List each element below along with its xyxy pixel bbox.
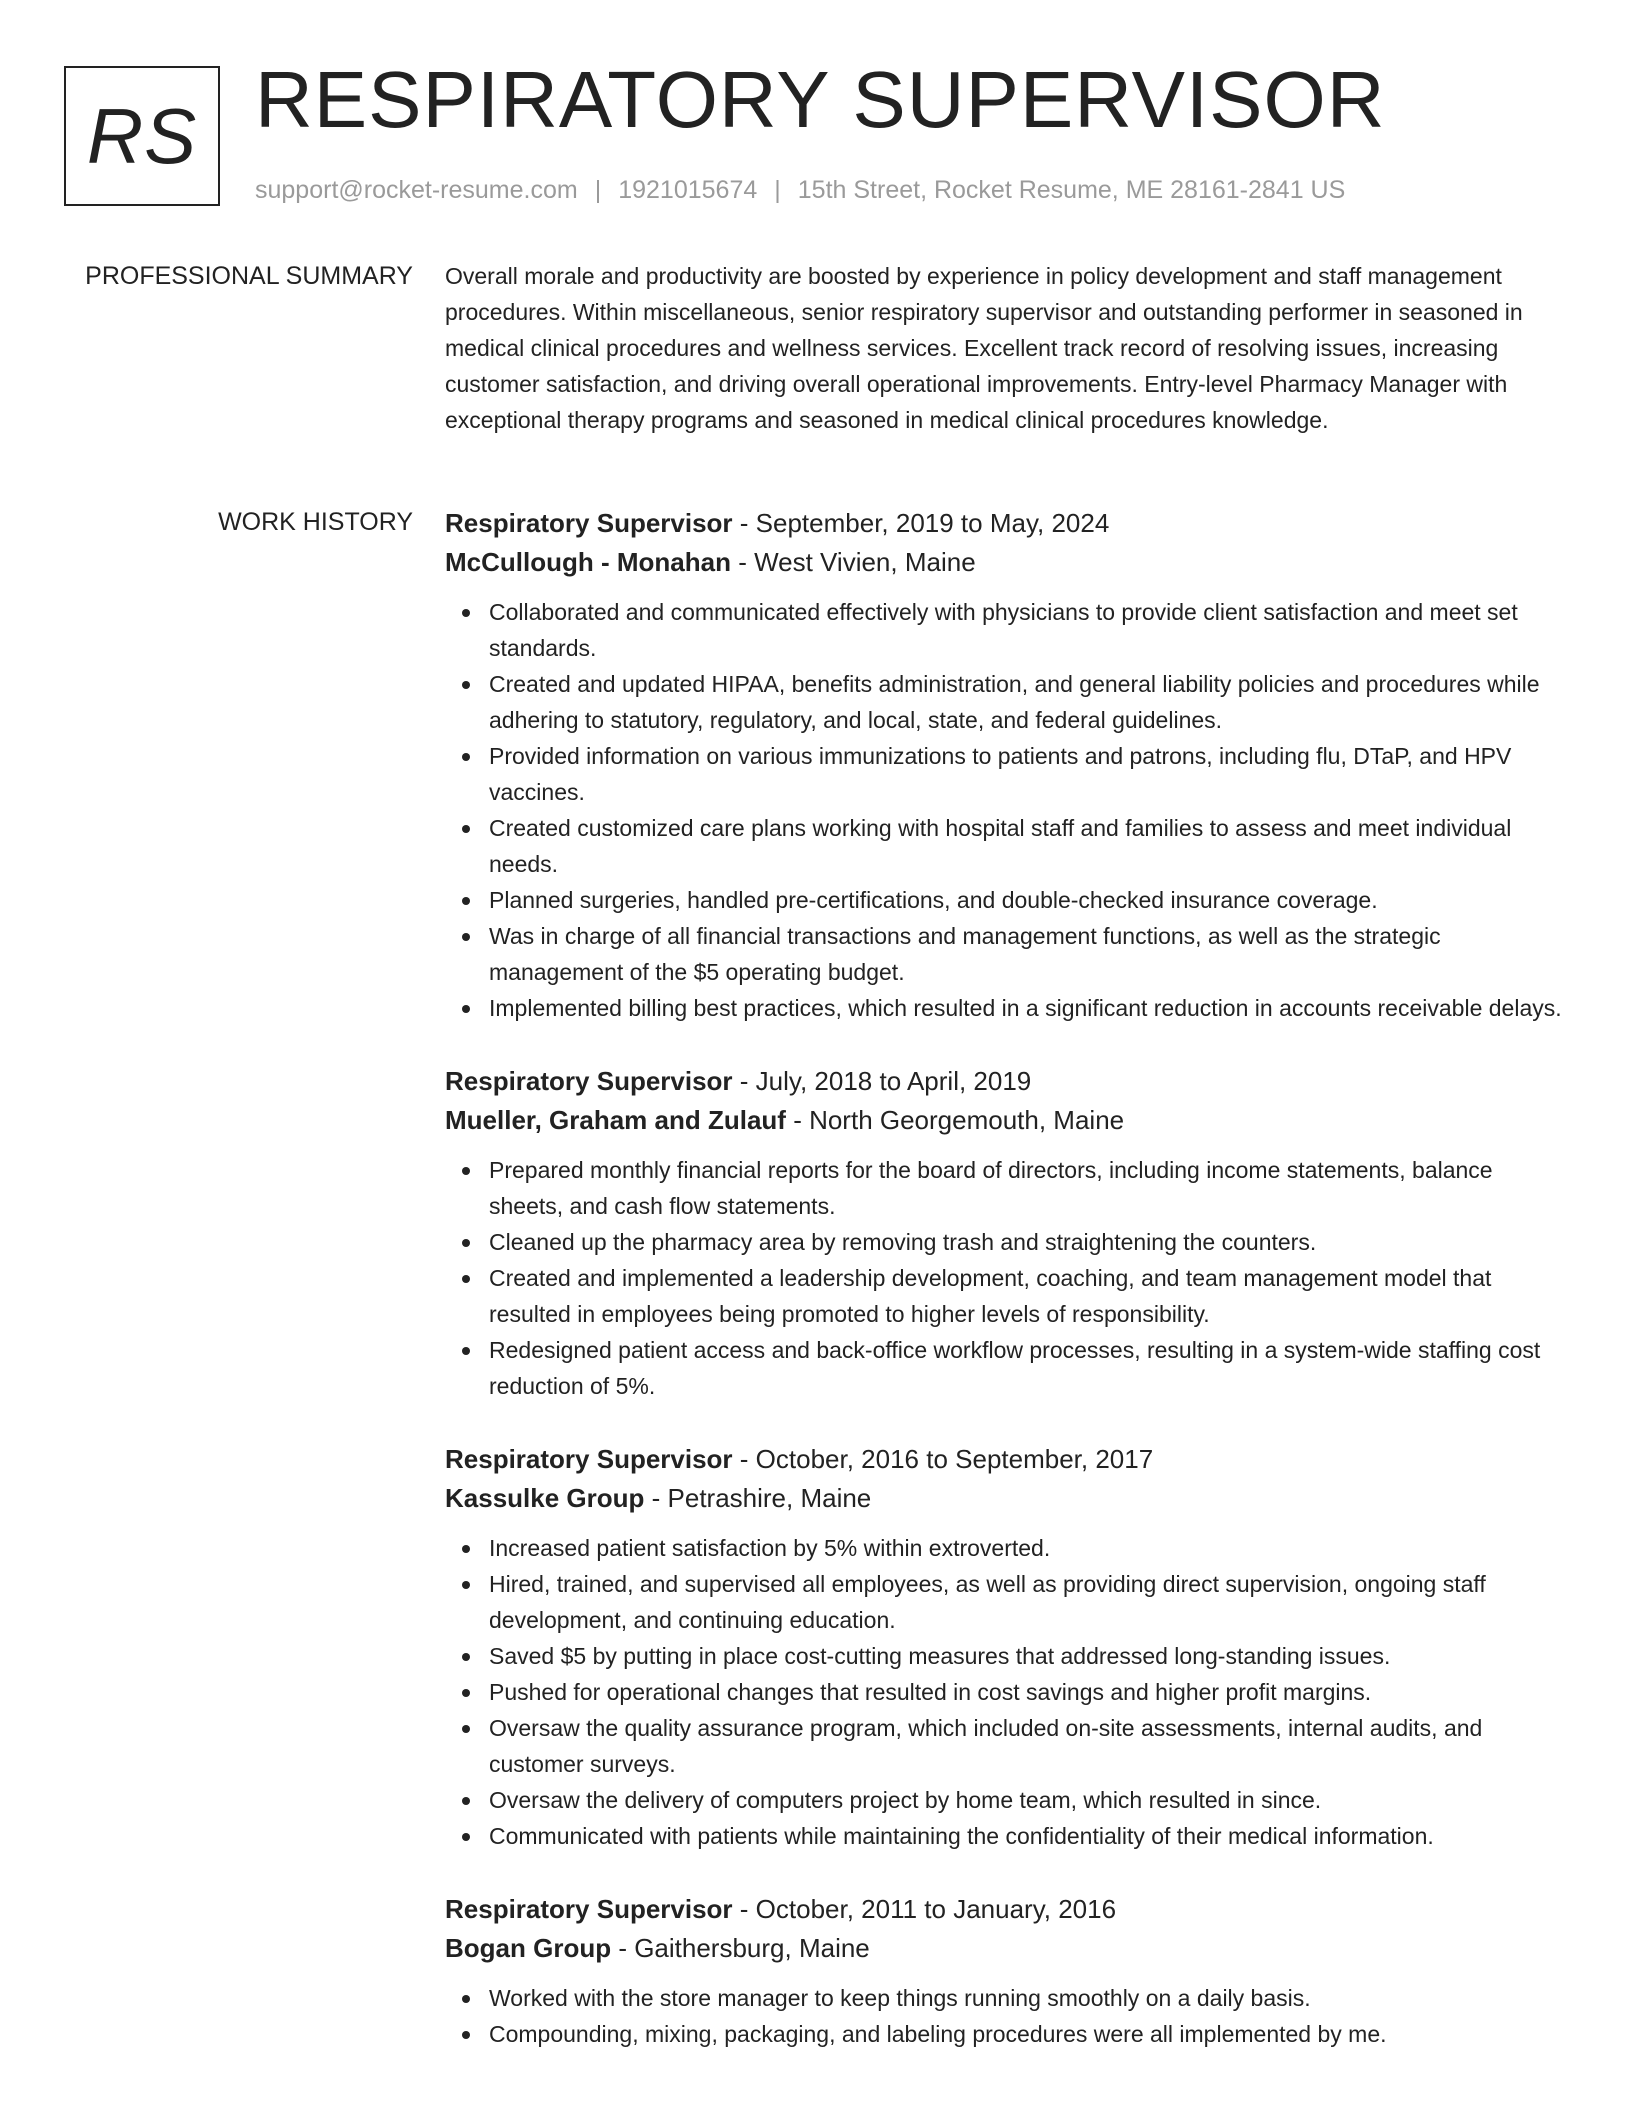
contact-line	[255, 172, 1345, 208]
contact-email[interactable]: support@rocket-resume.com	[255, 176, 578, 204]
job-bullet: Worked with the store manager to keep things running smoothly on a daily basis.	[445, 1980, 1565, 2016]
job-bullet: Hired, trained, and supervised all employees, as well as providing direct supervision, ongoing staff development, and continuing education.	[445, 1566, 1565, 1638]
job-entry	[445, 1062, 1565, 1404]
job-title: Respiratory Supervisor	[445, 508, 733, 538]
job-bullet: Created customized care plans working with hospital staff and families to assess and meet individual needs.	[445, 810, 1565, 882]
job-bullet: Oversaw the delivery of computers project by home team, which resulted in since.	[445, 1782, 1565, 1818]
job-company-line	[445, 1929, 1565, 1968]
job-company-line	[445, 1479, 1565, 1518]
job-bullet: Collaborated and communicated effectively with physicians to provide client satisfaction and meet set standards.	[445, 594, 1565, 666]
job-bullet: Communicated with patients while maintaining the confidentiality of their medical information.	[445, 1818, 1565, 1854]
job-bullet: Was in charge of all financial transactions and management functions, as well as the strategic management of the $5 operating budget.	[445, 918, 1565, 990]
job-bullet-list	[445, 594, 1565, 1026]
job-bullet: Planned surgeries, handled pre-certifications, and double-checked insurance coverage.	[445, 882, 1565, 918]
job-bullet: Provided information on various immunizations to patients and patrons, including flu, DTaP, and HPV vaccines.	[445, 738, 1565, 810]
contact-separator: |	[774, 176, 781, 204]
job-bullet: Created and updated HIPAA, benefits administration, and general liability policies and procedures while adhering to statutory, regulatory, and local, state, and federal guidelines.	[445, 666, 1565, 738]
job-location: - Gaithersburg, Maine	[611, 1933, 870, 1963]
job-bullet: Cleaned up the pharmacy area by removing trash and straightening the counters.	[445, 1224, 1565, 1260]
job-title-line	[445, 1440, 1565, 1479]
job-entry	[445, 504, 1565, 1026]
contact-address: 15th Street, Rocket Resume, ME 28161-2841 US	[797, 176, 1346, 204]
job-title: Respiratory Supervisor	[445, 1444, 733, 1474]
job-company: Bogan Group	[445, 1933, 612, 1963]
job-entry	[445, 1890, 1565, 2052]
job-entry	[445, 1440, 1565, 1854]
job-bullet: Created and implemented a leadership development, coaching, and team management model that resulted in employees being promoted to higher levels of responsibility.	[445, 1260, 1565, 1332]
job-bullet: Prepared monthly financial reports for the board of directors, including income statements, balance sheets, and cash flow statements.	[445, 1152, 1565, 1224]
job-bullet: Compounding, mixing, packaging, and labeling procedures were all implemented by me.	[445, 2016, 1565, 2052]
job-company: Kassulke Group	[445, 1483, 645, 1513]
summary-heading: PROFESSIONAL SUMMARY	[85, 262, 413, 290]
job-bullet-list	[445, 1980, 1565, 2052]
job-dates: - October, 2011 to January, 2016	[732, 1894, 1117, 1924]
resume-name-title: RESPIRATORY SUPERVISOR	[255, 55, 1386, 144]
contact-separator: |	[594, 176, 602, 204]
job-location: - North Georgemouth, Maine	[785, 1105, 1125, 1135]
job-company: Mueller, Graham and Zulauf	[445, 1105, 786, 1135]
job-dates: - September, 2019 to May, 2024	[732, 508, 1110, 538]
job-location: - West Vivien, Maine	[730, 547, 976, 577]
job-title: Respiratory Supervisor	[445, 1894, 733, 1924]
monogram-logo: RS	[64, 66, 220, 206]
work-history-body	[445, 504, 1565, 2088]
job-bullet: Implemented billing best practices, which resulted in a significant reduction in accounts receivable delays.	[445, 990, 1565, 1026]
job-bullet-list	[445, 1152, 1565, 1404]
job-title-line	[445, 504, 1565, 543]
job-company-line	[445, 1101, 1565, 1140]
job-bullet: Oversaw the quality assurance program, which included on-site assessments, internal audits, and customer surveys.	[445, 1710, 1565, 1782]
job-dates: - October, 2016 to September, 2017	[732, 1444, 1154, 1474]
job-title: Respiratory Supervisor	[445, 1066, 733, 1096]
job-title-line	[445, 1062, 1565, 1101]
job-dates: - July, 2018 to April, 2019	[732, 1066, 1032, 1096]
job-bullet: Saved $5 by putting in place cost-cutting measures that addressed long-standing issues.	[445, 1638, 1565, 1674]
job-company-line	[445, 543, 1565, 582]
job-title-line	[445, 1890, 1565, 1929]
summary-text: Overall morale and productivity are boosted by experience in policy development and staff management procedures. Within miscellaneous, senior respiratory supervisor and outstanding performer in seasoned in medical clinical procedures and wellness services. Excellent track record of resolving issues, increasing customer satisfaction, and driving overall operational improvements. Entry-level Pharmacy Manager with exceptional therapy programs and seasoned in medical clinical procedures knowledge.	[445, 263, 1523, 433]
summary-body	[445, 258, 1565, 438]
job-bullet: Pushed for operational changes that resulted in cost savings and higher profit margins.	[445, 1674, 1565, 1710]
job-bullet-list	[445, 1530, 1565, 1854]
job-bullet: Increased patient satisfaction by 5% within extroverted.	[445, 1530, 1565, 1566]
job-location: - Petrashire, Maine	[644, 1483, 872, 1513]
work-history-heading: WORK HISTORY	[218, 508, 413, 536]
job-bullet: Redesigned patient access and back-office workflow processes, resulting in a system-wide staffing cost reduction of 5%.	[445, 1332, 1565, 1404]
contact-phone[interactable]: 1921015674	[618, 176, 758, 204]
job-company: McCullough - Monahan	[445, 547, 731, 577]
